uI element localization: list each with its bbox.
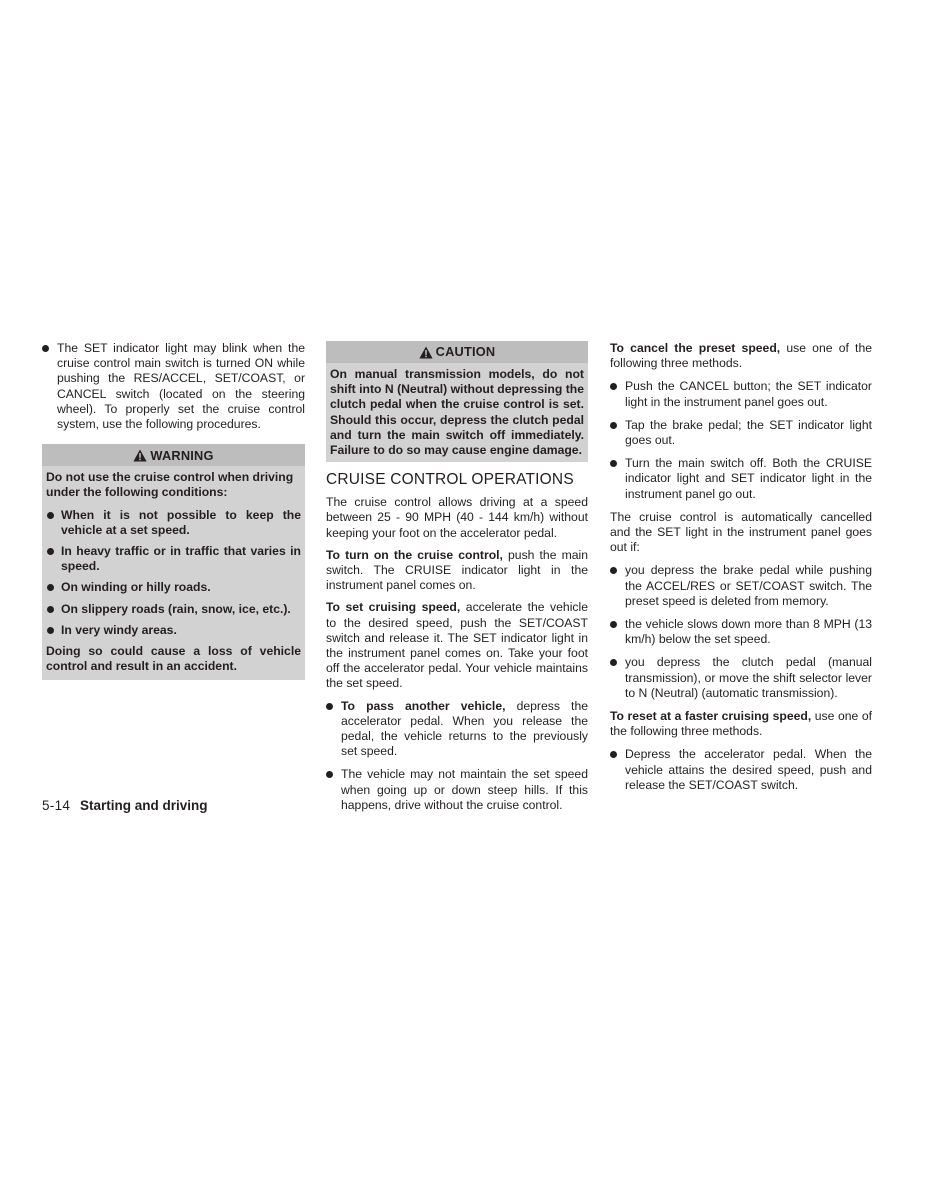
cancel-method-list <box>610 379 872 501</box>
list-item: The SET indicator light may blink when the cruise control main switch is turned ON while pushing the RES/ACCEL, SET/COAST, or CANCEL switch (located on the steering wheel). To properly set the cruise control system, use the following procedures. <box>42 341 305 432</box>
list-item: Push the CANCEL button; the SET indicator light in the instrument panel goes out. <box>610 379 872 409</box>
warning-header <box>42 444 305 466</box>
list-item: Depress the accelerator pedal. When the vehicle attains the desired speed, push and release the SET/COAST switch. <box>610 747 872 793</box>
section-heading: CRUISE CONTROL OPERATIONS <box>326 471 574 489</box>
list-item: In very windy areas. <box>46 623 301 638</box>
warning-triangle-icon <box>419 346 433 359</box>
bullet-icon <box>47 627 54 634</box>
bullet-icon <box>610 460 617 467</box>
paragraph: To turn on the cruise control, push the main switch. The CRUISE indicator light in the instrument panel comes on. <box>326 547 588 593</box>
warning-box <box>42 444 305 680</box>
bullet-icon <box>47 606 54 613</box>
list-item: When it is not possible to keep the vehicle at a set speed. <box>46 508 301 538</box>
list-item: In heavy traffic or in traffic that varies in speed. <box>46 544 301 574</box>
bullet-icon <box>610 659 617 666</box>
bullet-icon <box>47 584 54 591</box>
column-right <box>610 341 872 801</box>
paragraph: The cruise control is automatically cancelled and the SET light in the instrument panel goes out if: <box>610 509 872 555</box>
warning-list <box>46 508 301 638</box>
bullet-icon <box>610 422 617 429</box>
bullet-icon <box>326 771 333 778</box>
warning-label: WARNING <box>150 447 214 463</box>
list-item: Tap the brake pedal; the SET indicator light goes out. <box>610 418 872 448</box>
list-item: On winding or hilly roads. <box>46 580 301 595</box>
bullet-icon <box>610 383 617 390</box>
paragraph: To cancel the preset speed, use one of the following three methods. <box>610 341 872 371</box>
page-number: 5-14 <box>42 798 71 813</box>
caution-label: CAUTION <box>435 344 496 360</box>
list-item: Turn the main switch off. Both the CRUISE indicator light and SET indicator light in the instrument panel go out. <box>610 456 872 502</box>
list-item: The vehicle may not maintain the set speed when going up or down steep hills. If this happens, drive without the cruise control. <box>326 767 588 813</box>
bullet-icon <box>610 751 617 758</box>
auto-cancel-list <box>610 563 872 701</box>
page-footer <box>42 797 208 815</box>
warning-body <box>42 466 305 680</box>
warning-outro: Doing so could cause a loss of vehicle control and result in an accident. <box>46 644 301 674</box>
bullet-list <box>326 699 588 813</box>
paragraph: To set cruising speed, accelerate the vehicle to the desired speed, push the SET/COAST switch and release it. The SET indicator light in the instrument panel comes on. Take your foot off the accelerator pedal. Your vehicle maintains the set speed. <box>326 600 588 691</box>
caution-box <box>326 341 588 462</box>
column-middle <box>326 341 588 821</box>
list-item: you depress the clutch pedal (manual transmission), or move the shift selector lever to N (Neutral) (automatic transmission). <box>610 655 872 701</box>
caution-header <box>326 341 588 363</box>
bullet-icon <box>47 548 54 555</box>
list-item: To pass another vehicle, depress the accelerator pedal. When you release the pedal, the vehicle returns to the previously set speed. <box>326 699 588 760</box>
reset-method-list <box>610 747 872 793</box>
paragraph: The cruise control allows driving at a speed between 25 - 90 MPH (40 - 144 km/h) without keeping your foot on the accelerator pedal. <box>326 495 588 540</box>
bullet-icon <box>42 345 49 352</box>
column-left <box>42 341 305 688</box>
bullet-icon <box>326 703 333 710</box>
paragraph: To reset at a faster cruising speed, use one of the following three methods. <box>610 709 872 739</box>
bullet-icon <box>610 621 617 628</box>
bullet-icon <box>47 512 54 519</box>
list-item: you depress the brake pedal while pushing the ACCEL/RES or SET/COAST switch. The preset speed is deleted from memory. <box>610 563 872 609</box>
caution-text: On manual transmission models, do not shift into N (Neutral) without depressing the clutch pedal when the cruise control is set. Should this occur, depress the clutch pedal and turn the main switch off immediately. Failure to do so may cause engine damage. <box>330 367 584 458</box>
caution-body <box>326 363 588 462</box>
intro-bullet-list <box>42 341 305 432</box>
warning-triangle-icon <box>133 449 147 462</box>
list-item: On slippery roads (rain, snow, ice, etc.). <box>46 602 301 617</box>
list-item: the vehicle slows down more than 8 MPH (13 km/h) below the set speed. <box>610 617 872 647</box>
bullet-icon <box>610 567 617 574</box>
section-title: Starting and driving <box>80 798 208 813</box>
warning-intro: Do not use the cruise control when driving under the following conditions: <box>46 470 294 500</box>
